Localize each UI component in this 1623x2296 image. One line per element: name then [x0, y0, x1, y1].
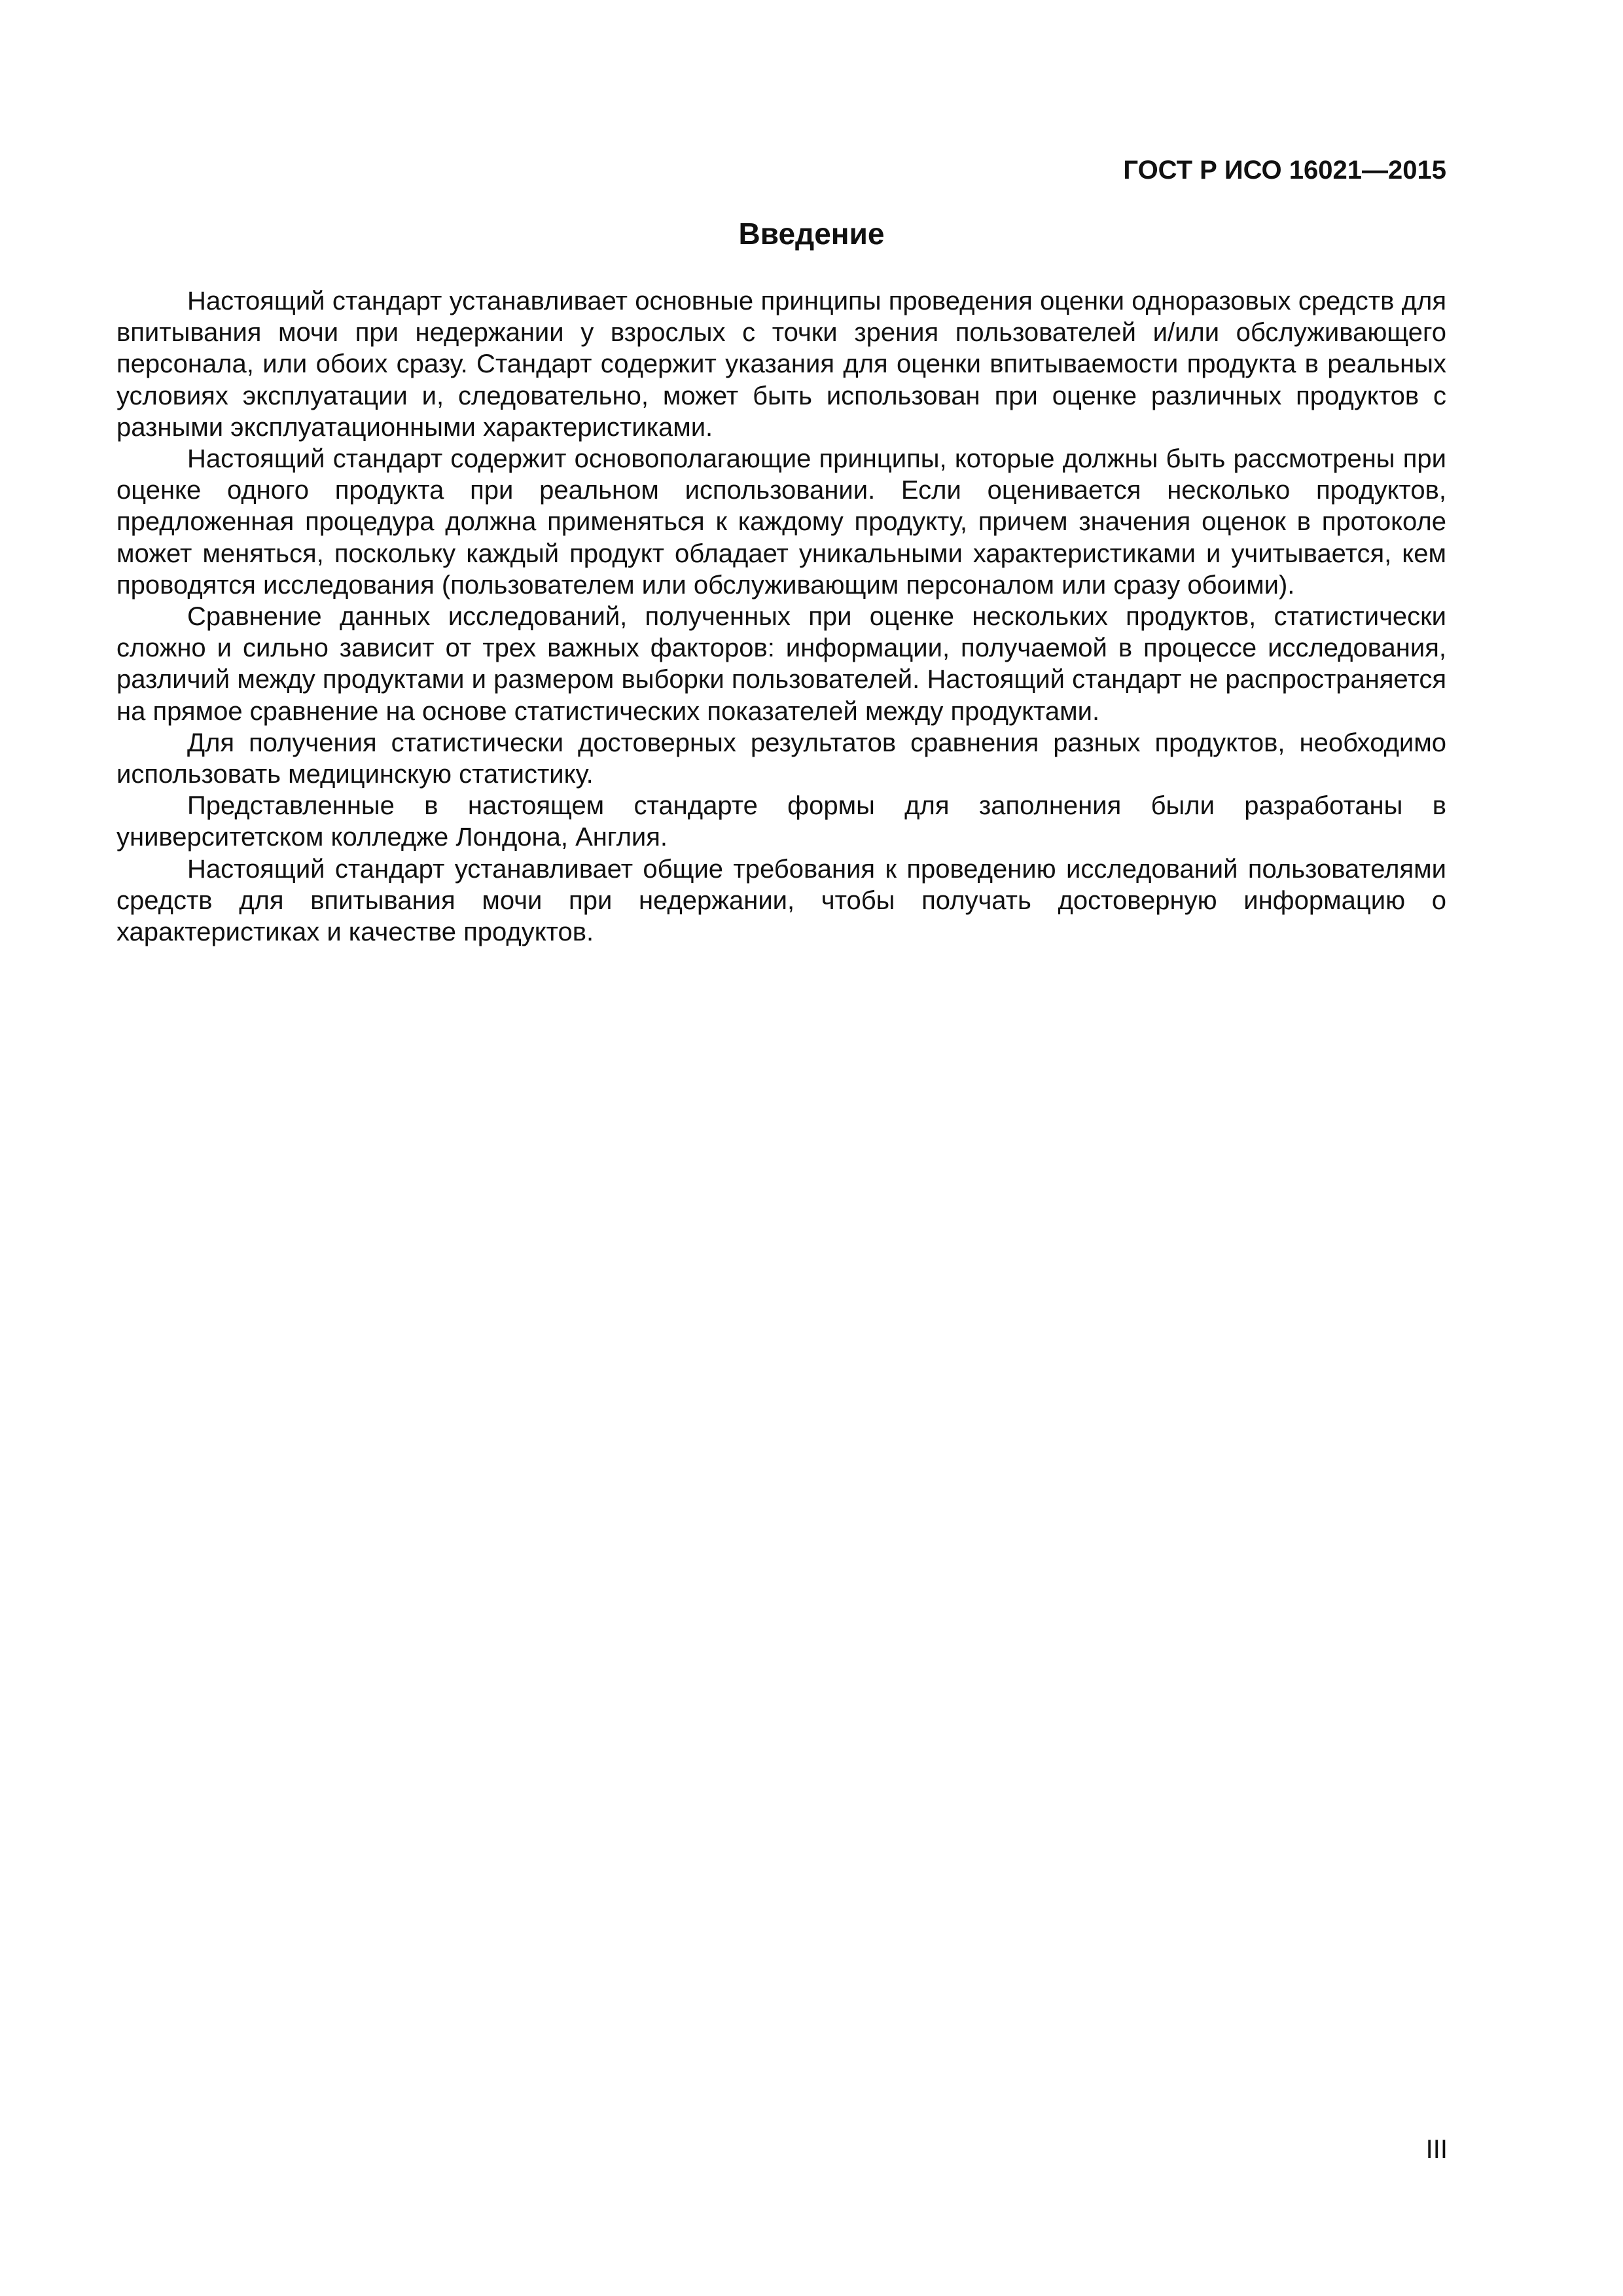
paragraph: Представленные в настоящем стандарте формы для заполнения были разработаны в университетском колледже Лондона, Англия. — [116, 791, 1446, 852]
paragraph: Настоящий стандарт устанавливает основные принципы проведения оценки одноразовых средств для впитывания мочи при недержании у взрослых с точки зрения пользователей и/или обслуживающего персонала, или обоих сразу. Стандарт содержит указания для оценки впитываемости продукта в реальных условиях эксплуатации и, следовательно, может быть использован при оценке различных продуктов с разными эксплуатационными характеристиками. — [116, 287, 1446, 442]
paragraph: Настоящий стандарт содержит основополагающие принципы, которые должны быть рассмотрены при оценке одного продукта при реальном использовании. Если оценивается несколько продуктов, предложенная процедура должна применяться к каждому продукту, причем значения оценок в протоколе может меняться, поскольку каждый продукт обладает уникальными характеристиками и учитывается, кем проводятся исследования (пользователем или обслуживающим персоналом или сразу обоими). — [116, 444, 1446, 600]
section-title: Введение — [738, 217, 885, 251]
page-number: III — [1425, 2135, 1448, 2164]
paragraph: Для получения статистически достоверных результатов сравнения разных продуктов, необходимо использовать медицинскую статистику. — [116, 728, 1446, 789]
paragraph: Сравнение данных исследований, полученных при оценке нескольких продуктов, статистически сложно и сильно зависит от трех важных факторов: информации, получаемой в процессе исследования, различий между продуктами и размером выборки пользователей. Настоящий стандарт не распространяется на прямое сравнение на основе статистических показателей между продуктами. — [116, 602, 1446, 726]
document-code: ГОСТ Р ИСО 16021—2015 — [1123, 156, 1446, 185]
paragraph: Настоящий стандарт устанавливает общие требования к проведению исследований пользователями средств для впитывания мочи при недержании, чтобы получать достоверную информацию о характеристиках и качестве продуктов. — [116, 854, 1446, 947]
section-body — [116, 285, 1446, 948]
